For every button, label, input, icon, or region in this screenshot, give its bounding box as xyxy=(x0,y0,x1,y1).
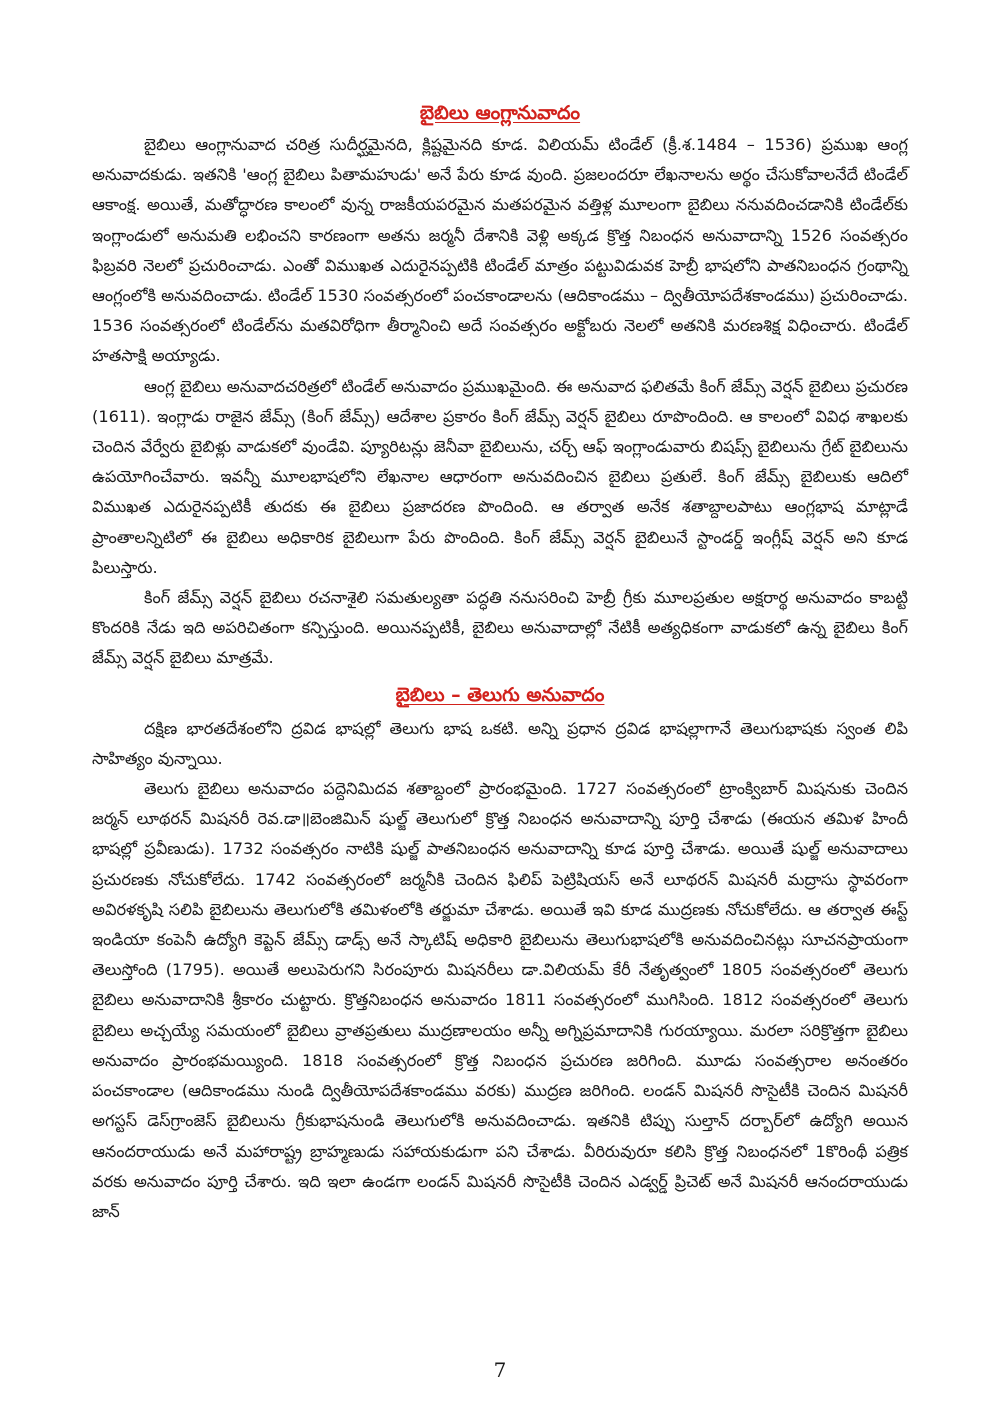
paragraph: బైబిలు ఆంగ్లానువాద చరిత్ర సుదీర్ఘమైనది, క్లిష్టమైనది కూడ. విలియమ్ టిండేల్ (క్రీ.శ.1484 – 1536) ప్రముఖ ఆంగ్ల అనువాదకుడు. ఇతనికి 'ఆంగ్ల బైబిలు పితామహుడు' అనే పేరు కూడ వుంది. ప్రజలందరూ లేఖనాలను అర్థం చేసుకోవాలనేదే టిండేల్ ఆకాంక్ష. అయితే, మతోద్ధారణ కాలంలో వున్న రాజకీయపరమైన మతపరమైన వత్తిళ్ల మూలంగా బైబిలు ననువదించడానికి టిండేల్‌కు ఇంగ్లాండులో అనుమతి లభించని కారణంగా అతను జర్మనీ దేశానికి వెళ్లి అక్కడ క్రొత్త నిబంధన అనువాదాన్ని 1526 సంవత్సరం ఫిబ్రవరి నెలలో ప్రచురించాడు. ఎంతో విముఖత ఎదురైనప్పటికి టిండేల్ మాత్రం పట్టువిడువక హెబ్రీ భాషలోని పాతనిబంధన గ్రంథాన్ని ఆంగ్లంలోకి అనువదించాడు. టిండేల్ 1530 సంవత్సరంలో పంచకాండాలను (ఆదికాండము – ద్వితీయోపదేశకాండము) ప్రచురించాడు. 1536 సంవత్సరంలో టిండేల్‌ను మతవిరోధిగా తీర్మానించి అదే సంవత్సరం అక్టోబరు నెలలో అతనికి మరణశిక్ష విధించారు. టిండేల్ హతసాక్షి అయ్యాడు. xyxy=(92,135,908,366)
section-heading: బైబిలు ఆంగ్లానువాదం xyxy=(419,102,581,124)
paragraph: తెలుగు బైబిలు అనువాదం పద్దెనిమిదవ శతాబ్దంలో ప్రారంభమైంది. 1727 సంవత్సరంలో ట్రాంక్విబార్ మిషనుకు చెందిన జర్మన్ లూథరన్ మిషనరీ రెవ.డా॥బెంజిమిన్ షుల్జ్ తెలుగులో క్రొత్త నిబంధన అనువాదాన్ని పూర్తి చేశాడు (ఈయన తమిళ హిందీ భాషల్లో ప్రవీణుడు). 1732 సంవత్సరం నాటికి షుల్జ్ పాతనిబంధన అనువాదాన్ని కూడ పూర్తి చేశాడు. అయితే షుల్జ్ అనువాదాలు ప్రచురణకు నోచుకోలేదు. 1742 సంవత్సరంలో జర్మనీకి చెందిన ఫిలిప్ పెట్రిషియస్ అనే లూథరన్ మిషనరీ మద్రాసు స్థావరంగా అవిరళకృషి సలిపి బైబిలును తెలుగులోకి తమిళంలోకి తర్జుమా చేశాడు. అయితే ఇవి కూడ ముద్రణకు నోచుకోలేదు. ఆ తర్వాత ఈస్ట్ ఇండియా కంపెనీ ఉద్యోగి కెప్టెన్ జేమ్స్ డాడ్స్ అనే స్కాటిష్ అధికారి బైబిలును తెలుగుభాషలోకి అనువదించినట్లు సూచనప్రాయంగా తెలుస్తోంది (1795). అయితే అలుపెరుగని సిరంపూరు మిషనరీలు డా.విలియమ్ కేరీ నేతృత్వంలో 1805 సంవత్సరంలో తెలుగు బైబిలు అనువాదానికి శ్రీకారం చుట్టారు. క్రొత్తనిబంధన అనువాదం 1811 సంవత్సరంలో ముగిసింది. 1812 సంవత్సరంలో తెలుగు బైబిలు అచ్చయ్యే సమయంలో బైబిలు వ్రాతప్రతులు ముద్రణాలయం అన్నీ అగ్నిప్రమాదానికి గురయ్యాయి. మరలా సరిక్రొత్తగా బైబిలు అనువాదం ప్రారంభమయ్యింది. 1818 సంవత్సరంలో క్రొత్త నిబంధన ప్రచురణ జరిగింది. మూడు సంవత్సరాల అనంతరం పంచకాండాల (ఆదికాండము నుండి ద్వితీయోపదేశకాండము వరకు) ముద్రణ జరిగింది. లండన్ మిషనరీ సొసైటీకి చెందిన మిషనరీ అగస్టస్ డెస్‌గ్రాంజెస్ బైబిలును గ్రీకుభాషనుండి తెలుగులోకి అనువదించాడు. ఇతనికి టిప్పు సుల్తాన్ దర్బార్‌లో ఉద్యోగి అయిన ఆనందరాయుడు అనే మహారాష్ట్ర బ్రాహ్మణుడు సహాయకుడుగా పని చేశాడు. వీరిరువురూ కలిసి క్రొత్త నిబంధనలో 1కొరింథీ పత్రిక వరకు అనువాదం పూర్తి చేశారు. ఇది ఇలా ఉండగా లండన్ మిషనరీ సొసైటీకి చెందిన ఎడ్వర్డ్ ప్రిచెట్ అనే మిషనరీ ఆనందరాయుడు జాన్ xyxy=(92,779,908,1221)
paragraph: ఆంగ్ల బైబిలు అనువాదచరిత్రలో టిండేల్ అనువాదం ప్రముఖమైంది. ఈ అనువాద ఫలితమే కింగ్ జేమ్స్ వెర్షన్ బైబిలు ప్రచురణ (1611). ఇంగ్లాడు రాజైన జేమ్స్ (కింగ్ జేమ్స్) ఆదేశాల ప్రకారం కింగ్ జేమ్స్ వెర్షన్ బైబిలు రూపొందింది. ఆ కాలంలో వివిధ శాఖలకు చెందిన వేర్వేరు బైబిళ్లు వాడుకలో వుండేవి. ప్యూరిటన్లు జెనీవా బైబిలును, చర్చ్ ఆఫ్ ఇంగ్లాండువారు బిషప్స్ బైబిలును గ్రేట్ బైబిలును ఉపయోగించేవారు. ఇవన్నీ మూలభాషలోని లేఖనాల ఆధారంగా అనువదించిన బైబిలు ప్రతులే. కింగ్ జేమ్స్ బైబిలుకు ఆదిలో విముఖత ఎదురైనప్పటికీ తుదకు ఈ బైబిలు ప్రజాదరణ పొందింది. ఆ తర్వాత అనేక శతాబ్దాలపాటు ఆంగ్లభాష మాట్లాడే ప్రాంతాలన్నిటిలో ఈ బైబిలు అధికారిక బైబిలుగా పేరు పొందింది. కింగ్ జేమ్స్ వెర్షన్ బైబిలునే స్టాండర్డ్ ఇంగ్లీష్ వెర్షన్ అని కూడ పిలుస్తారు. xyxy=(92,376,908,577)
paragraph: దక్షిణ భారతదేశంలోని ద్రవిడ భాషల్లో తెలుగు భాష ఒకటి. అన్ని ప్రధాన ద్రవిడ భాషల్లాగానే తెలుగుభాషకు స్వంత లిపి సాహిత్యం వున్నాయి. xyxy=(92,718,908,768)
page-number: 7 xyxy=(493,1358,507,1382)
section-heading: బైబిలు – తెలుగు అనువాదం xyxy=(395,683,605,706)
paragraph: కింగ్ జేమ్స్ వెర్షన్ బైబిలు రచనాశైలి సమతుల్యతా పద్ధతి ననుసరించి హెబ్రీ గ్రీకు మూలప్రతుల అక్షరార్థ అనువాదం కాబట్టి కొందరికి నేడు ఇది అపరిచితంగా కన్పిస్తుంది. అయినప్పటికీ, బైబిలు అనువాదాల్లో నేటికీ అత్యధికంగా వాడుకలో ఉన్న బైబిలు కింగ్ జేమ్స్ వెర్షన్ బైబిలు మాత్రమే. xyxy=(92,588,908,668)
